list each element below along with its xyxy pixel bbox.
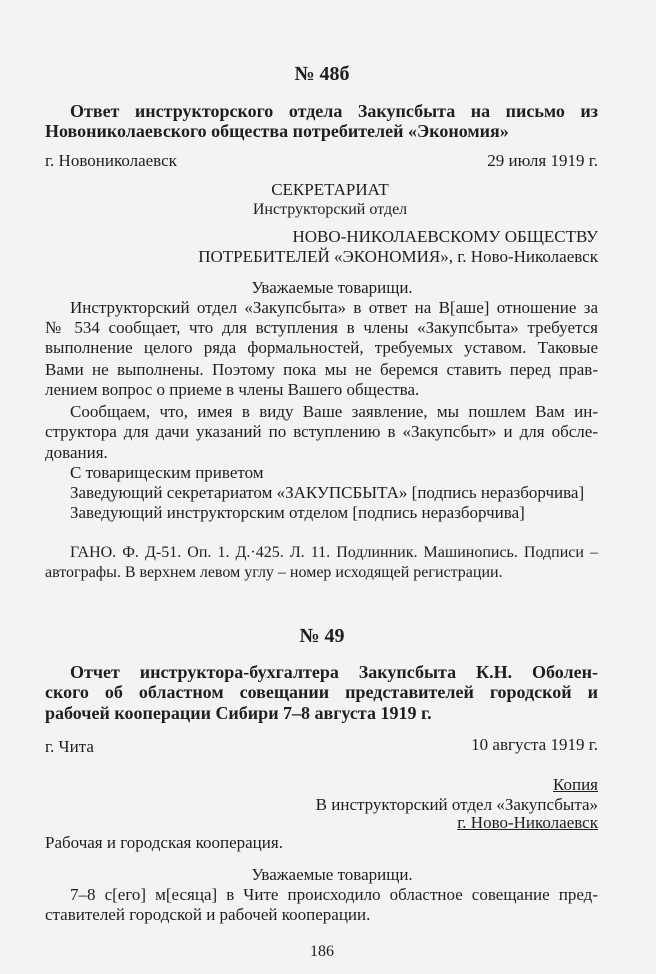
- letterhead-line: СЕКРЕТАРИАТ: [271, 180, 389, 199]
- addressee-line: г. Ново-Николаевск: [457, 813, 598, 832]
- document-place: г. Чита: [45, 737, 94, 756]
- page-number: 186: [310, 943, 334, 960]
- document-title-line: Ответ инструкторского отдела Закупсбыта на письмо из: [70, 101, 598, 121]
- paragraph-line: ставителей городской и рабочей кооперации.: [45, 905, 371, 924]
- document-date: 29 июля 1919 г.: [487, 151, 598, 170]
- greeting: Уважаемые товарищи.: [251, 278, 413, 297]
- letterhead-line: Инструкторский отдел: [252, 201, 408, 218]
- paragraph-line: Сообщаем, что, имея в виду Ваше заявление, мы пошлем Вам ин-: [70, 402, 598, 421]
- paragraph-line: дования.: [45, 443, 108, 462]
- addressee-line: В инструкторский отдел «Закупсбыта»: [315, 795, 598, 814]
- signature-line: Заведующий секретариатом «ЗАКУПСБЫТА» [подпись неразборчива]: [70, 483, 585, 502]
- closing: С товарищеским приветом: [70, 463, 264, 482]
- paragraph-line: № 534 сообщает, что для вступления в члены «Закупсбыта» требуется: [45, 318, 598, 337]
- document-number: № 48б: [294, 63, 350, 85]
- document-title-line: Отчет инструктора-бухгалтера Закупсбыта К.Н. Оболен-: [70, 662, 598, 682]
- paragraph-line: выполнение целого ряда формальностей, требуемых уставом. Таковые: [45, 338, 598, 357]
- document-date: 10 августа 1919 г.: [471, 735, 598, 754]
- addressee-line: НОВО-НИКОЛАЕВСКОМУ ОБЩЕСТВУ: [292, 227, 598, 246]
- greeting: Уважаемые товарищи.: [251, 865, 413, 884]
- document-title-line: Новониколаевского общества потребителей «Экономия»: [45, 121, 509, 141]
- document-title-line: ского об областном совещании представителей городской и: [45, 682, 598, 702]
- document-title-line: рабочей кооперации Сибири 7–8 августа 1919 г.: [45, 703, 432, 723]
- paragraph-line: Инструкторский отдел «Закупсбыта» в ответ на В[аше] отношение за: [70, 298, 598, 317]
- document-place: г. Новониколаевск: [45, 151, 177, 170]
- copy-label: Копия: [552, 775, 598, 794]
- paragraph-line: Вами не выполнены. Поэтому пока мы не беремся ставить перед прав-: [45, 360, 598, 379]
- document-number: № 49: [299, 625, 345, 647]
- paragraph-line: 7–8 с[его] м[есяца] в Чите происходило областное совещание пред-: [70, 885, 598, 904]
- source-note-line: автографы. В верхнем левом углу – номер исходящей регистрации.: [45, 564, 503, 581]
- signature-line: Заведующий инструкторским отделом [подпись неразборчива]: [70, 503, 525, 522]
- paragraph-line: лением вопрос о приеме в члены Вашего общества.: [45, 380, 420, 399]
- addressee-line: ПОТРЕБИТЕЛЕЙ «ЭКОНОМИЯ», г. Ново-Николаевск: [198, 247, 598, 266]
- subject-line: Рабочая и городская кооперация.: [45, 833, 283, 852]
- paragraph-line: структора для дачи указаний по вступлению в «Закупсбыт» и для обсле-: [45, 422, 598, 441]
- source-note-line: ГАНО. Ф. Д-51. Оп. 1. Д.·425. Л. 11. Подлинник. Машинопись. Подписи –: [70, 544, 598, 561]
